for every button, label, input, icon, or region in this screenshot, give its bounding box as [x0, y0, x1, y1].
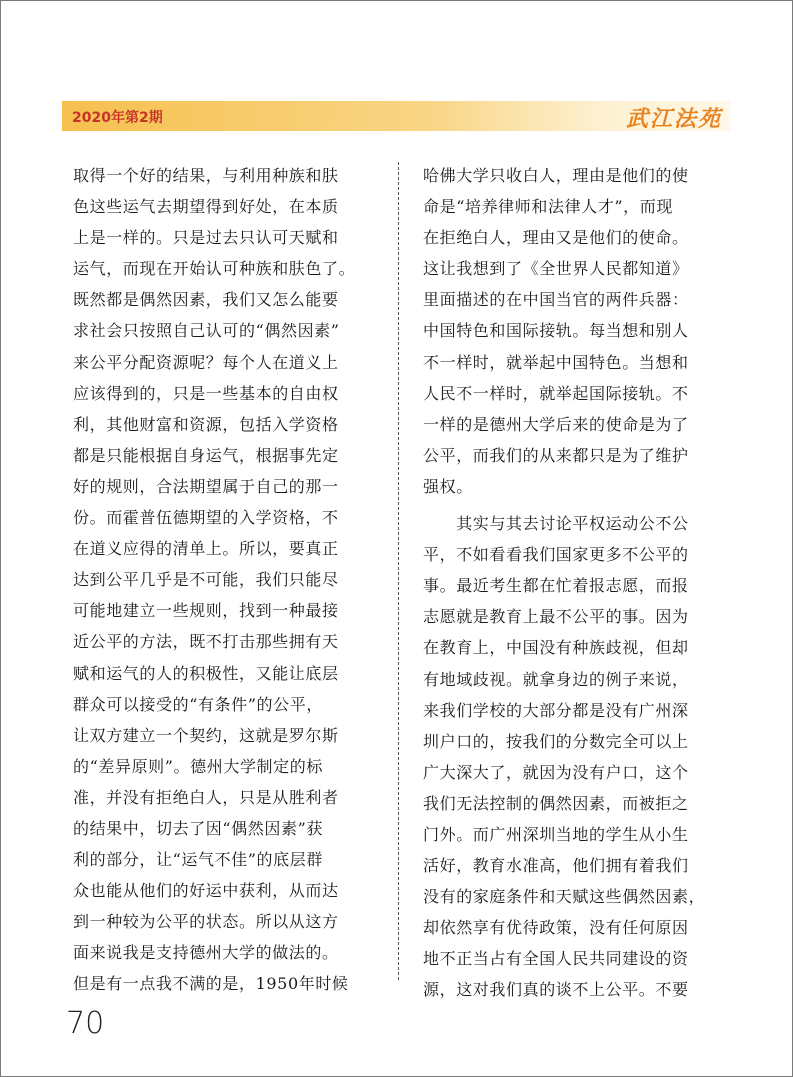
text-line: 平，不如看看我们国家更多不公平的 [423, 545, 689, 565]
text-line: 人民不一样时，就举起国际接轨。不 [423, 383, 689, 403]
left-column [73, 160, 368, 1000]
text-line: 中国特色和国际接轨。每当想和别人 [423, 321, 689, 341]
text-line: 到一种较为公平的状态。所以从这方 [73, 912, 339, 932]
text-line: 活好，教育水准高，他们拥有着我们 [423, 856, 689, 876]
right-column [423, 160, 723, 1006]
text-line: 应该得到的，只是一些基本的自由权 [73, 383, 339, 403]
text-line: 一样的是德州大学后来的使命是为了 [423, 414, 689, 434]
text-line: 好的规则，合法期望属于自己的那一 [73, 476, 339, 496]
text-line: 没有的家庭条件和天赋这些偶然因素， [423, 887, 706, 907]
journal-title: 武江法苑 [625, 106, 722, 132]
text-line: 准，并没有拒绝白人，只是从胜利者 [73, 787, 339, 807]
text-line: 众也能从他们的好运中获利，从而达 [73, 881, 339, 901]
text-line: 达到公平几乎是不可能，我们只能尽 [73, 570, 339, 590]
text-line: 利的部分，让“运气不佳”的底层群 [73, 850, 323, 870]
text-line: 有地域歧视。就拿身边的例子来说， [423, 669, 689, 689]
text-line: 命是“培养律师和法律人才”，而现 [423, 197, 673, 217]
text-line: 的“差异原则”。德州大学制定的标 [73, 756, 323, 776]
text-line: 我们无法控制的偶然因素，而被拒之 [423, 793, 689, 813]
text-line: 不一样时，就举起中国特色。当想和 [423, 352, 689, 372]
text-line: 都是只能根据自身运气，根据事先定 [73, 445, 339, 465]
text-line: 却依然享有优待政策，没有任何原因 [423, 918, 689, 938]
text-line: 广大深大了，就因为没有户口，这个 [423, 762, 689, 782]
text-line: 上是一样的。只是过去只认可天赋和 [73, 228, 339, 248]
text-line: 源，这对我们真的谈不上公平。不要 [423, 980, 689, 1000]
text-line: 其实与其去讨论平权运动公不公 [423, 514, 689, 534]
text-line: 在道义应得的清单上。所以，要真正 [73, 539, 339, 559]
text-line: 哈佛大学只收白人，理由是他们的使 [423, 166, 689, 185]
text-line: 近公平的方法，既不打击那些拥有天 [73, 632, 339, 652]
text-line: 强权。 [423, 476, 473, 496]
text-line: 这让我想到了《全世界人民都知道》 [423, 259, 689, 279]
text-line: 地不正当占有全国人民共同建设的资 [423, 949, 689, 969]
text-line: 群众可以接受的“有条件”的公平， [73, 694, 323, 714]
text-line: 在教育上，中国没有种族歧视，但却 [423, 638, 689, 658]
text-line: 的结果中，切去了因“偶然因素”获 [73, 818, 323, 838]
text-line: 既然都是偶然因素，我们又怎么能要 [73, 290, 339, 310]
text-line: 面来说我是支持德州大学的做法的。 [73, 943, 339, 963]
text-line: 门外。而广州深圳当地的学生从小生 [423, 824, 689, 844]
text-line: 份。而霍普伍德期望的入学资格，不 [73, 508, 339, 528]
text-line: 赋和运气的人的积极性，又能让底层 [73, 663, 339, 683]
column-divider [398, 162, 399, 980]
text-line: 在拒绝白人，理由又是他们的使命。 [423, 228, 689, 248]
text-line: 来公平分配资源呢？每个人在道义上 [73, 352, 339, 372]
text-line: 但是有一点我不满的是，1950年时候 [73, 974, 349, 994]
text-line: 圳户口的，按我们的分数完全可以上 [423, 731, 689, 751]
page-number: 70 [66, 1006, 105, 1041]
text-line: 公平，而我们的从来都只是为了维护 [423, 445, 689, 465]
text-line: 利，其他财富和资源，包括入学资格 [73, 414, 339, 434]
text-line: 里面描述的在中国当官的两件兵器： [423, 290, 689, 310]
header-bar [62, 101, 730, 131]
text-line: 事。最近考生都在忙着报志愿，而报 [423, 576, 689, 596]
text-line: 让双方建立一个契约，这就是罗尔斯 [73, 725, 339, 745]
text-line: 来我们学校的大部分都是没有广州深 [423, 700, 689, 720]
text-line: 志愿就是教育上最不公平的事。因为 [423, 607, 689, 627]
text-line: 运气，而现在开始认可种族和肤色了。 [73, 259, 356, 279]
issue-label: 2020年第2期 [72, 110, 163, 126]
text-line: 可能地建立一些规则，找到一种最接 [73, 601, 339, 621]
text-line: 色这些运气去期望得到好处，在本质 [73, 197, 339, 217]
text-line: 取得一个好的结果，与利用种族和肤 [73, 166, 339, 185]
text-line: 求社会只按照自己认可的“偶然因素” [73, 321, 340, 341]
